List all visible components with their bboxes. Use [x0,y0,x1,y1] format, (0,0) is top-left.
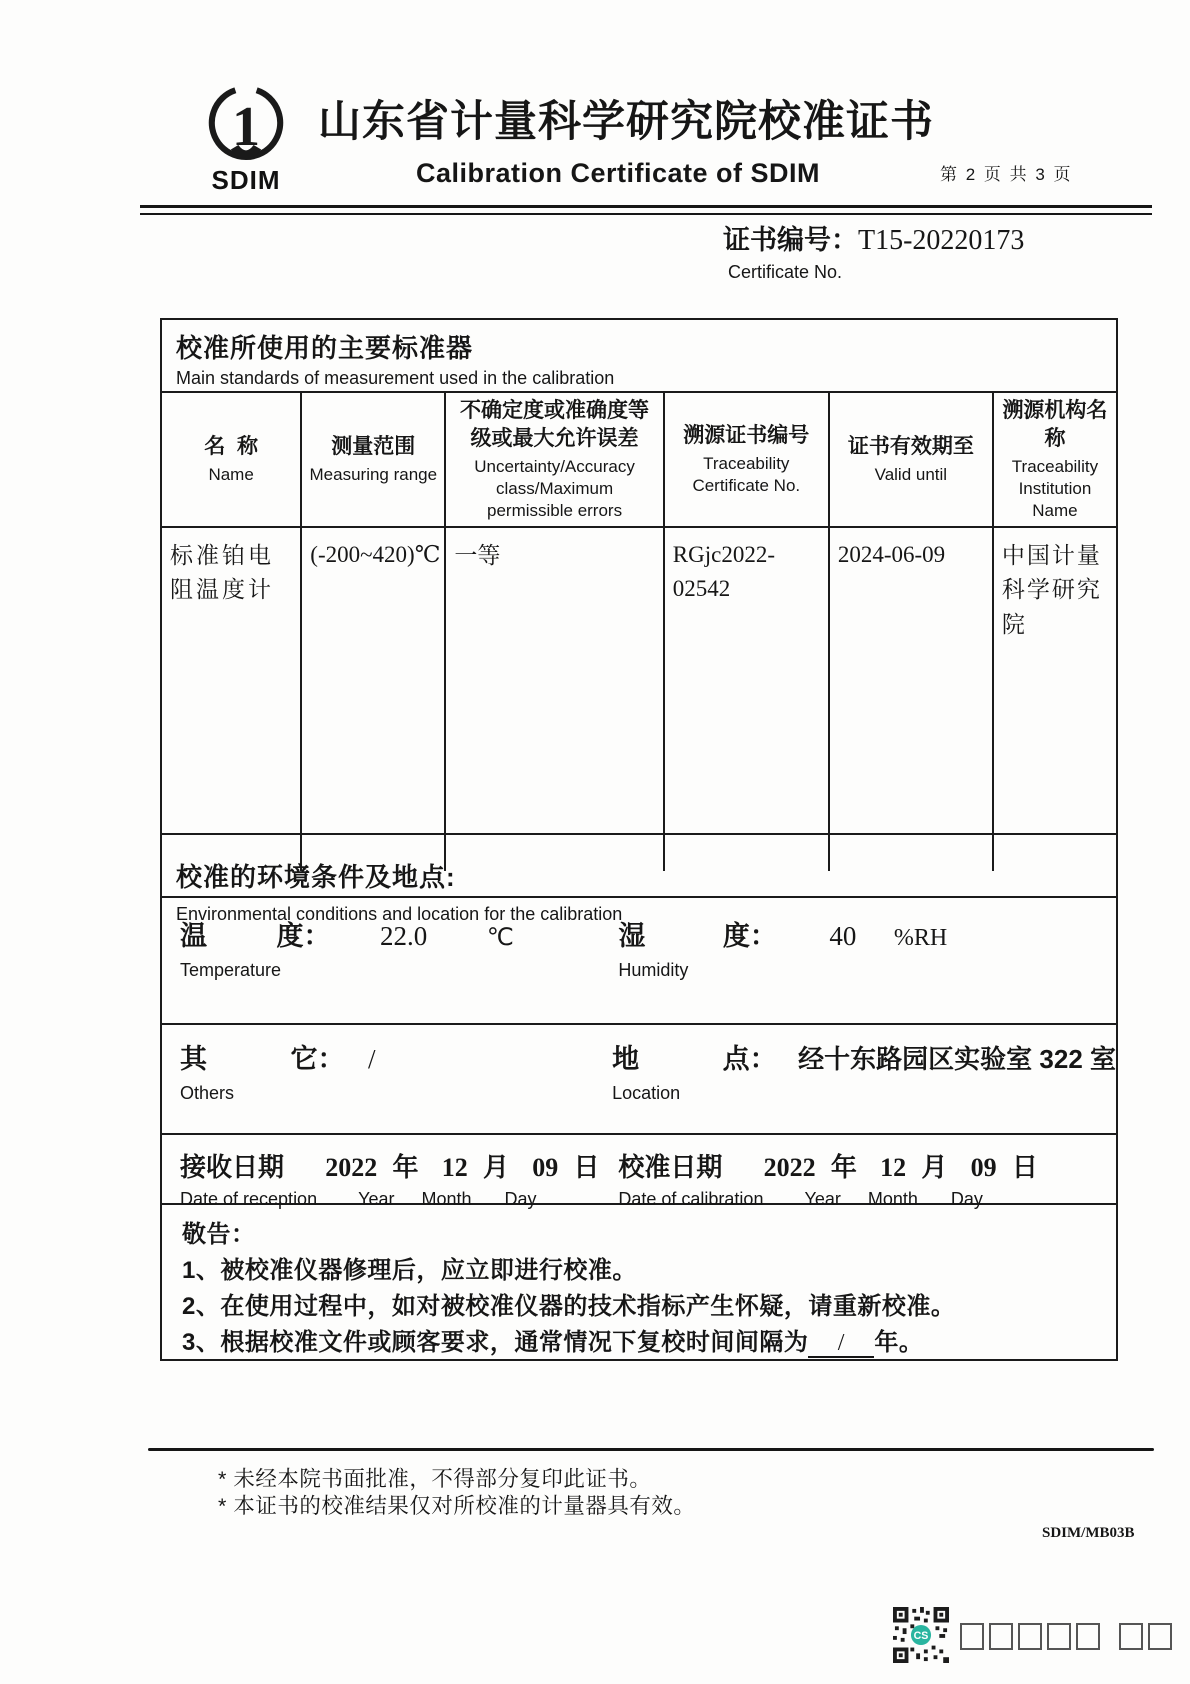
others-field: 其 它： / Others [162,1025,604,1133]
temperature-unit: ℃ [486,924,514,951]
dates-row [160,1135,1118,1209]
header-divider [140,205,1152,215]
certificate-number-line [723,218,1024,257]
certificate-number-value: T15-20220173 [858,225,1025,256]
others-label-en: Others [180,1083,235,1103]
scanner-watermark [893,1607,1177,1663]
reception-year: 2022 [325,1153,378,1182]
calibration-month: 12 [880,1153,907,1182]
reception-day: 09 [532,1153,559,1182]
footnotes [218,1466,695,1520]
humidity-value: 40 [829,921,857,951]
notice-title: 敬告： [182,1221,256,1248]
location-value: 经十东路园区实验室 322 室 [798,1044,1116,1074]
page-number-info: 第 2 页 共 3 页 [940,165,1073,184]
watermark-placeholder-boxes [960,1623,1177,1650]
cell-traceability-institution: 中国计量科学研究院 [1001,541,1102,637]
reception-date-label: 接收日期 [180,1152,285,1182]
reception-month: 12 [441,1153,468,1182]
location-label-en: Location [612,1083,681,1103]
svg-text:1: 1 [231,96,261,158]
standards-section [160,318,1118,835]
location-field: 地 点： 经十东路园区实验室 322 室 Location [612,1044,1116,1103]
temperature-field: 温 度： 22.0 ℃ Temperature [162,898,610,1023]
placeholder-box [960,1623,984,1650]
notice-section [160,1205,1118,1361]
temperature-humidity-row [160,898,1118,1025]
sdim-logo [200,84,292,196]
environment-title-cn: 校准的环境条件及地点: [176,862,456,892]
certificate-number-label: 证书编号： [723,225,858,255]
certificate-body [160,318,1118,1361]
cell-accuracy-class: 一等 [445,527,663,871]
placeholder-box [1148,1623,1172,1650]
placeholder-box [989,1623,1013,1650]
humidity-label-en: Humidity [618,960,689,980]
cell-standard-name: 标准铂电阻温度计 [162,527,301,871]
others-location-row [160,1025,1118,1135]
footnote-2: * 本证书的校准结果仅对所校准的计量器具有效。 [218,1494,696,1518]
cell-measuring-range: (-200~420)℃ [301,527,445,871]
qr-center-label: CS [913,1630,929,1643]
others-value: / [368,1044,376,1074]
col-header-traceability-institution: 溯源机构名称 Traceability Institution Name [993,392,1116,527]
calibration-date-label-en: Date of calibration [618,1189,764,1209]
form-code: SDIM/MB03B [1042,1525,1135,1541]
calibration-year: 2022 [763,1153,816,1182]
col-header-uncertainty: 不确定度或准确度等级或最大允许误差 Uncertainty/Accuracy class/Maximum permissible errors [445,392,663,527]
standards-section-header [162,320,1116,391]
col-header-valid-until: 证书有效期至 Valid until [829,392,993,527]
certificate-number-label-en: Certificate No. [728,262,843,282]
placeholder-box [1047,1623,1071,1650]
footer-divider [148,1448,1154,1451]
footnote-1: * 未经本院书面批准，不得部分复印此证书。 [218,1467,652,1491]
others-label: 其 [180,1044,207,1074]
placeholder-box [1018,1623,1042,1650]
recalibration-interval-blank: / [808,1330,874,1358]
notice-item-2: 2、在使用过程中，如对被校准仪器的技术指标产生怀疑，请重新校准。 [182,1293,956,1320]
standards-title-en: Main standards of measurement used in the calibration [176,368,615,388]
calibration-date-label: 校准日期 [618,1152,723,1182]
temperature-value: 22.0 [380,921,428,951]
temperature-label-en: Temperature [180,960,282,980]
cell-valid-until: 2024-06-09 [829,527,993,871]
date-of-reception-field: 接收日期 2022 年 12 月 09 日 Date of reception Year Month Day [180,1152,600,1209]
page-title-english: Calibration Certificate of SDIM [415,158,821,188]
humidity-field: 湿 度： 40 %RH Humidity [610,898,1116,1023]
notice-item-3: 3、根据校准文件或顾客要求，通常情况下复校时间间隔为 / 年。 [182,1329,924,1356]
standards-title-cn: 校准所使用的主要标准器 [176,333,474,363]
notice-item-1: 1、被校准仪器修理后，应立即进行校准。 [182,1257,637,1284]
placeholder-box [1076,1623,1100,1650]
qr-code-icon [893,1607,949,1663]
placeholder-box [1119,1623,1143,1650]
temperature-label: 温 [180,921,207,951]
humidity-label: 湿 [618,921,646,951]
environment-title-en: Environmental conditions and location for the calibration [176,904,623,924]
col-header-traceability-cert-no: 溯源证书编号 Traceability Certificate No. [664,392,829,527]
sdim-logo-text: SDIM [211,165,281,195]
humidity-unit: %RH [893,925,948,951]
col-header-name: 名 称 Name [162,392,301,527]
table-row [162,527,1116,871]
sdim-logo-icon [208,84,284,168]
calibration-day: 09 [970,1153,997,1182]
page-title: 山东省计量科学研究院校准证书 [318,99,934,146]
cell-traceability-cert-no: RGjc2022-02542 [664,527,829,871]
reception-date-label-en: Date of reception [180,1189,318,1209]
standards-table [162,391,1116,871]
standards-table-header-row [162,392,1116,527]
col-header-measuring-range: 测量范围 Measuring range [301,392,445,527]
date-of-calibration-field: 校准日期 2022 年 12 月 09 日 Date of calibration Year Month Day [618,1152,1038,1209]
environment-section-header [160,835,1118,924]
header-titles [318,88,934,189]
location-label: 地 [612,1044,640,1074]
